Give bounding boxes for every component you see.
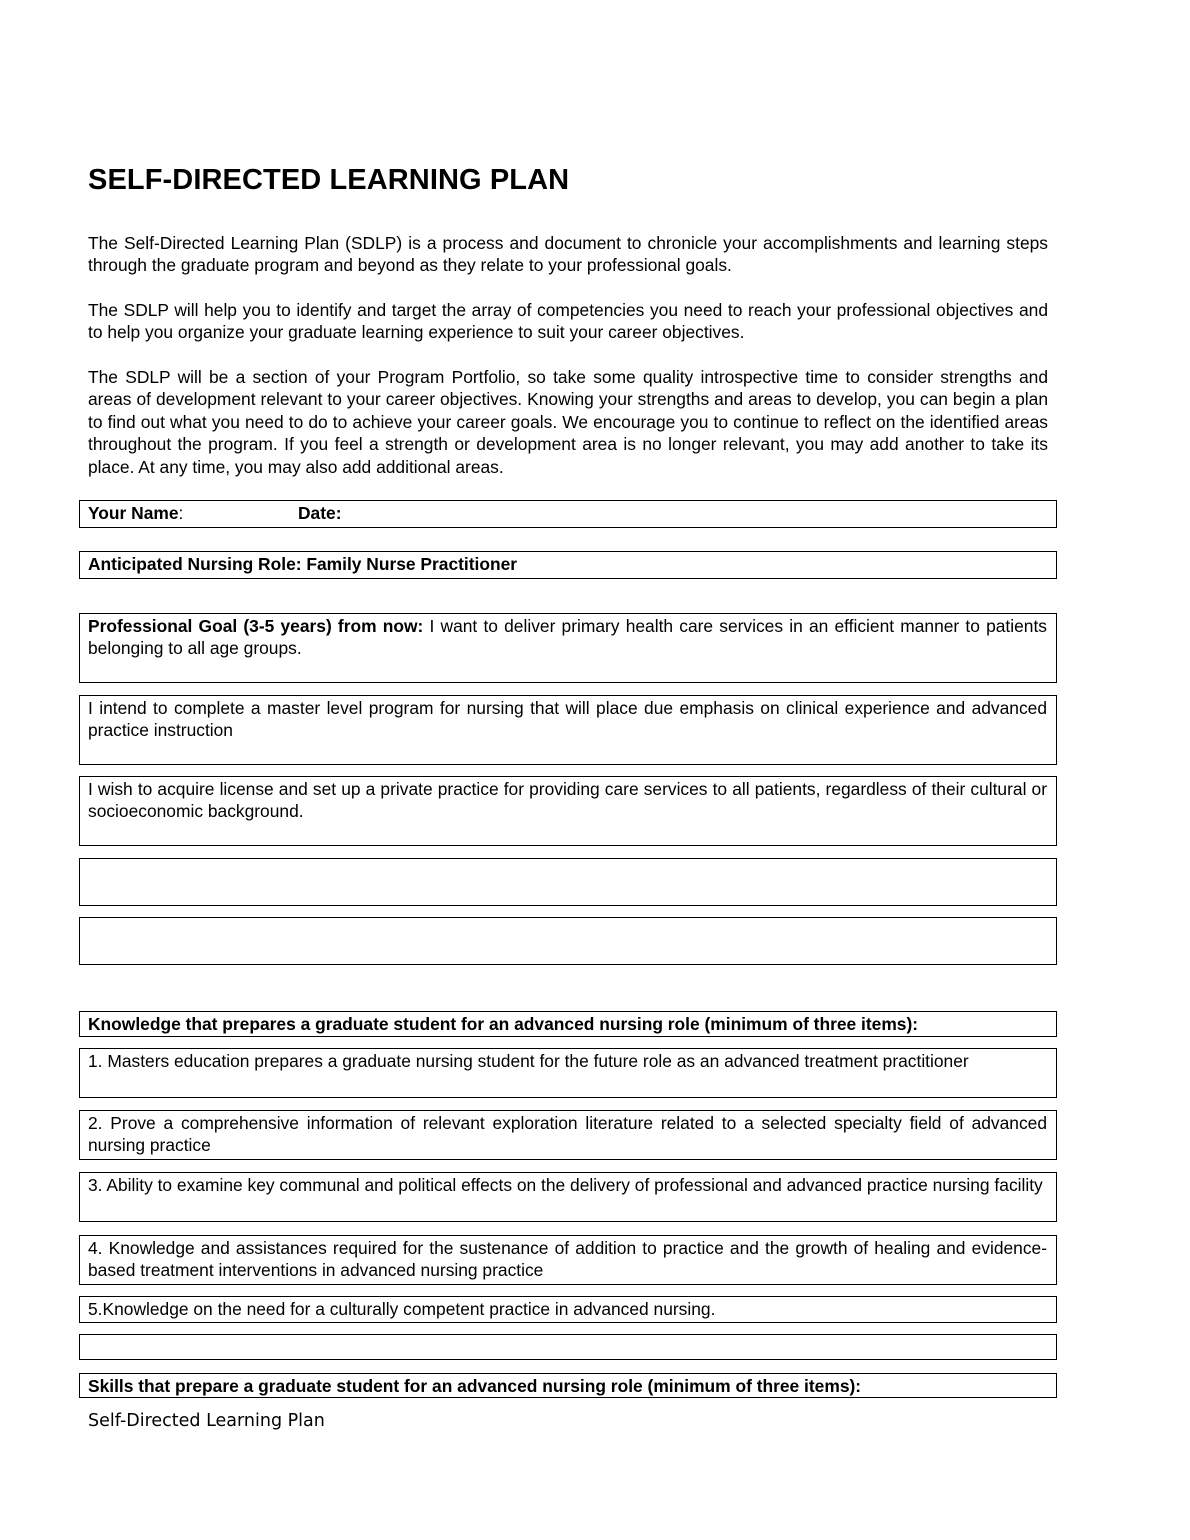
- name-colon: :: [178, 503, 184, 523]
- knowledge-item-3: 3. Ability to examine key communal and political effects on the delivery of professional and advanced practice nursing facility: [79, 1172, 1057, 1222]
- knowledge-item-4: 4. Knowledge and assistances required for the sustenance of addition to practice and the growth of healing and evidence-based treatment interventions in advanced nursing practice: [79, 1235, 1057, 1285]
- intro-paragraph-1: The Self-Directed Learning Plan (SDLP) is a process and document to chronicle your accomplishments and learning steps through the graduate program and beyond as they relate to your professional goals.: [88, 233, 1048, 276]
- page-footer: Self-Directed Learning Plan: [88, 1411, 325, 1431]
- name-label: Your Name: [88, 503, 179, 523]
- professional-goal-text: I want to deliver primary health care services in an efficient manner to patients belonging to all age groups.: [88, 616, 1047, 659]
- page-title: SELF-DIRECTED LEARNING PLAN: [88, 164, 570, 196]
- professional-goal-label: Professional Goal (3-5 years) from now:: [88, 616, 424, 636]
- knowledge-item-2: 2. Prove a comprehensive information of relevant exploration literature related to a selected specialty field of advanced nursing practice: [79, 1110, 1057, 1160]
- name-date-row: [79, 500, 1057, 528]
- intro-paragraph-3: The SDLP will be a section of your Program Portfolio, so take some quality introspective time to consider strengths and areas of development relevant to your career objectives. Knowing your strengths and areas to develop, you can begin a plan to find out what you need to do to achieve your career goals. We encourage you to continue to reflect on the identified areas throughout the program. If you feel a strength or development area is no longer relevant, you may add another to take its place. At any time, you may also add additional areas.: [88, 367, 1048, 477]
- knowledge-item-5: 5.Knowledge on the need for a culturally competent practice in advanced nursing.: [79, 1296, 1057, 1323]
- professional-goal-2: I intend to complete a master level program for nursing that will place due emphasis on clinical experience and advanced practice instruction: [79, 695, 1057, 765]
- knowledge-item-6: [79, 1334, 1057, 1360]
- professional-goal-3: I wish to acquire license and set up a private practice for providing care services to all patients, regardless of their cultural or socioeconomic background.: [79, 776, 1057, 846]
- professional-goal-5: [79, 917, 1057, 965]
- knowledge-header: Knowledge that prepares a graduate student for an advanced nursing role (minimum of three items):: [79, 1011, 1057, 1037]
- anticipated-role: Anticipated Nursing Role: Family Nurse Practitioner: [79, 551, 1057, 579]
- knowledge-item-1: 1. Masters education prepares a graduate nursing student for the future role as an advanced treatment practitioner: [79, 1048, 1057, 1098]
- date-label: Date:: [298, 503, 342, 523]
- skills-header: Skills that prepare a graduate student for an advanced nursing role (minimum of three items):: [79, 1373, 1057, 1398]
- professional-goal-1: [79, 613, 1057, 683]
- intro-paragraph-2: The SDLP will help you to identify and target the array of competencies you need to reach your professional objectives and to help you organize your graduate learning experience to suit your career objectives.: [88, 300, 1048, 343]
- professional-goal-4: [79, 858, 1057, 906]
